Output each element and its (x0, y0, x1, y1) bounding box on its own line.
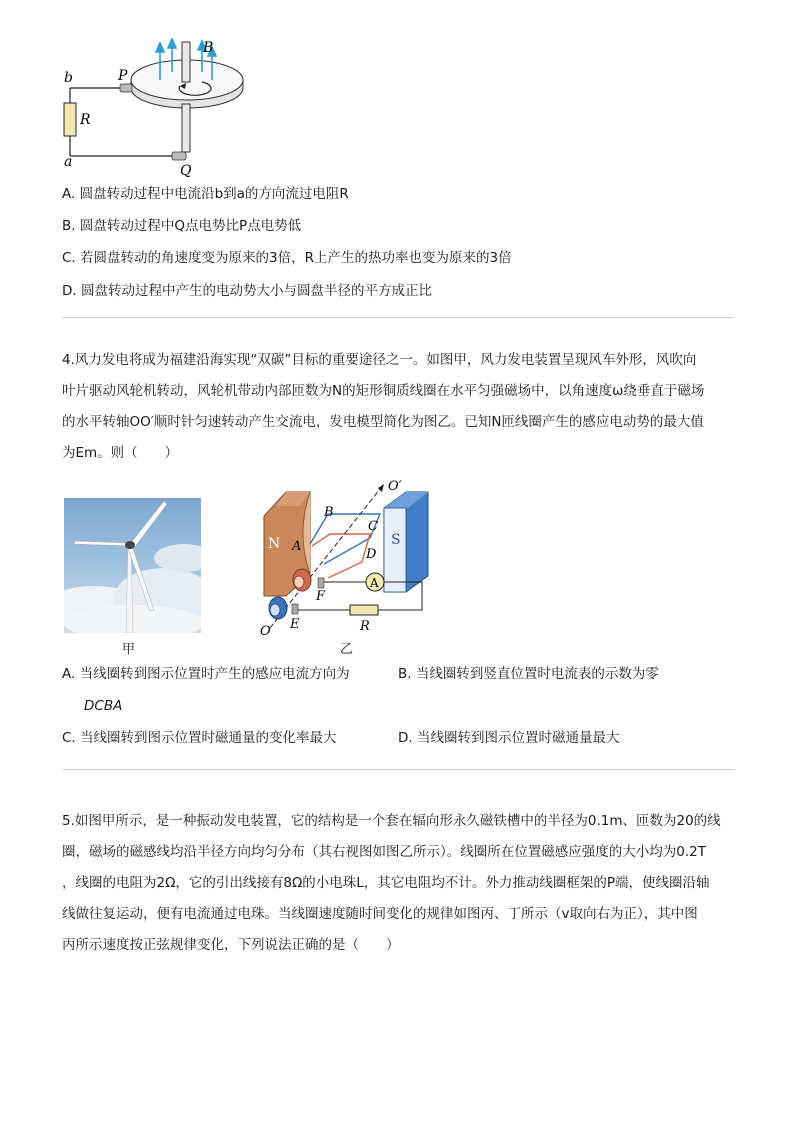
q4-wind-turbine-photo (64, 498, 201, 633)
q4-option-a: A. 当线圈转到图示位置时产生的感应电流方向为 (62, 666, 350, 682)
q5-stem-line: 线做往复运动，便有电流通过电珠。当线圈速度随时间变化的规律如图丙、丁所示（v取向右为正），其中图 (62, 906, 698, 922)
q4-stem-line: 叶片驱动风轮机转动，风轮机带动内部匝数为N的矩形铜质线圈在水平匀强磁场中，以角速度ω绕垂直于磁场 (62, 383, 705, 399)
q4-label-R: R (360, 619, 370, 634)
q4-option-d: D. 当线圈转到图示位置时磁通量最大 (398, 730, 620, 746)
q5-stem (62, 806, 742, 961)
q4-label-F: F (316, 589, 326, 604)
q5-stem-line: 5.如图甲所示，是一种振动发电装置，它的结构是一个套在辐向形永久磁铁槽中的半径为0.1m、匝数为20的线 (62, 813, 721, 829)
divider (62, 769, 734, 770)
q3-label-a: a (64, 154, 73, 170)
q4-figure-jia-caption: 甲 (122, 642, 136, 657)
q3-axle-bottom (182, 104, 190, 152)
q3-option-a: A. 圆盘转动过程中电流沿b到a的方向流过电阻R (62, 186, 349, 202)
q4-ammeter-label: A (370, 576, 379, 590)
q4-label-S: S (391, 532, 401, 548)
q4-label-D: D (366, 547, 377, 562)
q3-resistor (64, 103, 76, 136)
q5-stem-line: ，线圈的电阻为2Ω，它的引出线接有8Ω的小电珠L，其它电阻均不计。外力推动线圈框架的P端，使线圈沿轴 (62, 875, 710, 891)
q5-stem-line: 丙所示速度按正弦规律变化，下列说法正确的是（ ） (62, 937, 400, 953)
q3-brush-P (120, 84, 132, 92)
q3-brush-Q (172, 152, 186, 160)
q4-stem-line: 的水平转轴OO′顺时针匀速转动产生交流电，发电模型简化为图乙。已知N匝线圈产生的感应电动势的最大值 (62, 414, 704, 430)
q3-option-c: C. 若圆盘转动的角速度变为原来的3倍，R上产生的热功率也变为原来的3倍 (62, 250, 512, 266)
q3-disk-figure (62, 38, 252, 178)
q3-label-P: P (118, 68, 128, 84)
q4-option-c: C. 当线圈转到图示位置时磁通量的变化率最大 (62, 730, 337, 746)
divider (62, 317, 734, 318)
q3-option-b: B. 圆盘转动过程中Q点电势比P点电势低 (62, 218, 302, 234)
q4-label-C: C (368, 519, 378, 534)
q3-option-d: D. 圆盘转动过程中产生的电动势大小与圆盘半径的平方成正比 (62, 283, 432, 299)
q4-generator-diagram (252, 478, 432, 638)
q4-label-O-prime: O′ (388, 479, 402, 494)
q4-option-b: B. 当线圈转到竖直位置时电流表的示数为零 (398, 666, 659, 682)
q3-label-b: b (64, 70, 73, 86)
q4-label-A: A (292, 539, 302, 554)
q3-axle-top (182, 42, 190, 82)
q3-label-R: R (80, 112, 91, 128)
q3-label-Q: Q (180, 163, 192, 178)
q4-label-E: E (290, 617, 300, 632)
q4-label-N: N (268, 536, 281, 552)
q5-stem-line: 圈，磁场的磁感线均沿半径方向均匀分布（其右视图如图乙所示）。线圈所在位置磁感应强度的大小均为0.2T (62, 844, 706, 860)
q4-option-a-continued: DCBA (84, 698, 123, 714)
q4-figure-yi-caption: 乙 (340, 642, 354, 657)
q4-stem-line: 为Em。则（ ） (62, 445, 179, 461)
q4-label-B: B (324, 505, 334, 520)
q4-stem-line: 4.风力发电将成为福建沿海实现“双碳”目标的重要途径之一。如图甲，风力发电装置呈现风车外形，风吹向 (62, 352, 697, 368)
q3-label-B: B (203, 40, 214, 56)
q4-label-O: O (260, 624, 271, 638)
q4-stem (62, 345, 742, 469)
q4-resistor (350, 605, 378, 615)
